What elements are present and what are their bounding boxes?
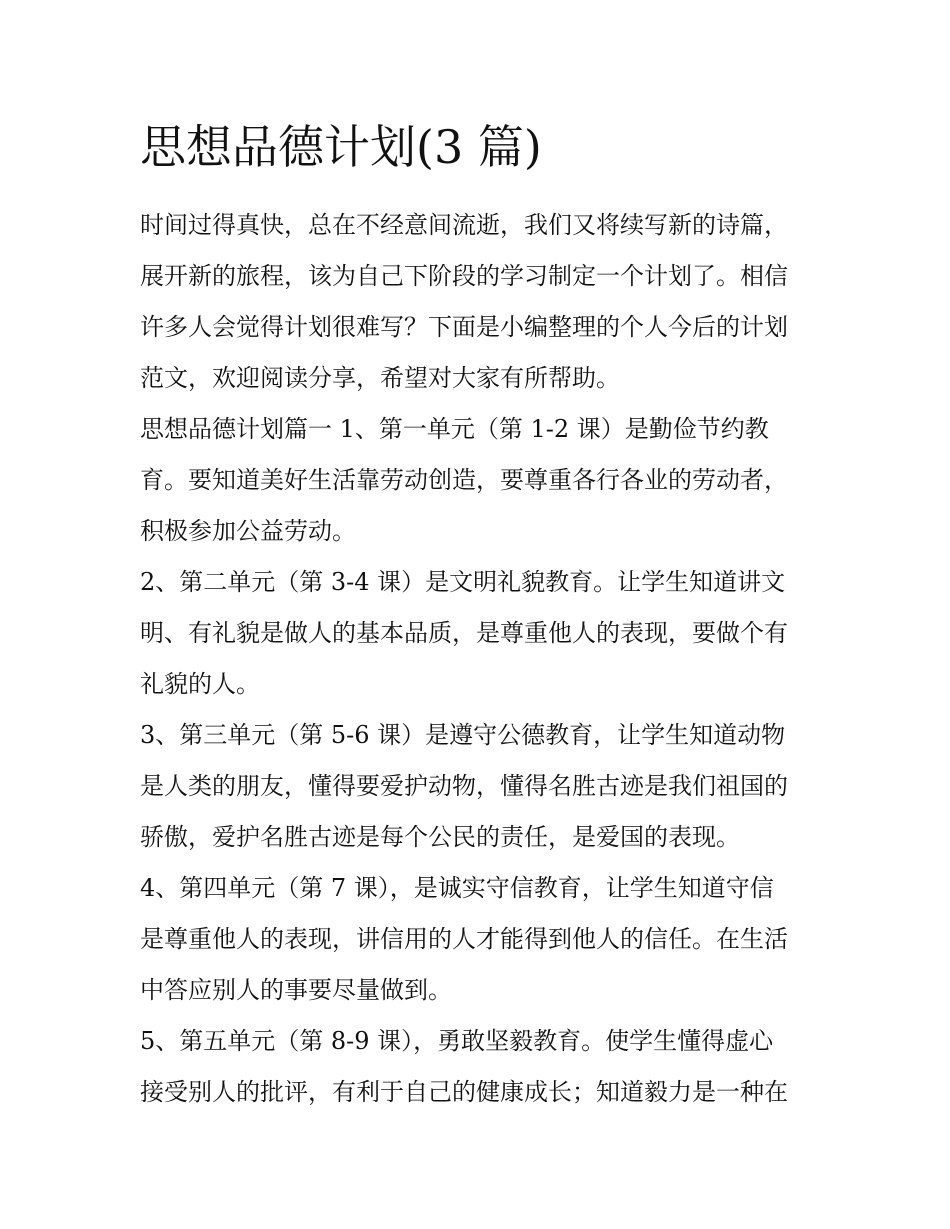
text-line: 5、第五单元（第 8-9 课），勇敢坚毅教育。使学生懂得虚心 — [140, 1027, 774, 1055]
text-line: 是尊重他人的表现，讲信用的人才能得到他人的信任。在生活 — [140, 925, 788, 953]
unit-3-paragraph — [140, 710, 820, 863]
text-line: 接受别人的批评，有利于自己的健康成长；知道毅力是一种在 — [140, 1078, 788, 1106]
unit-4-paragraph — [140, 863, 820, 1016]
intro-paragraph — [140, 200, 820, 404]
text-line: 2、第二单元（第 3-4 课）是文明礼貌教育。让学生知道讲文 — [140, 568, 786, 596]
text-line: 思想品德计划篇一 1、第一单元（第 1-2 课）是勤俭节约教 — [140, 415, 769, 443]
text-line: 4、第四单元（第 7 课），是诚实守信教育，让学生知道守信 — [140, 874, 774, 902]
text-line: 明、有礼貌是做人的基本品质，是尊重他人的表现，要做个有 — [140, 619, 788, 647]
document-title: 思想品德计划(3 篇) — [140, 120, 542, 174]
text-line: 范文，欢迎阅读分享，希望对大家有所帮助。 — [140, 364, 620, 392]
text-line: 育。要知道美好生活靠劳动创造，要尊重各行各业的劳动者， — [140, 466, 788, 494]
unit-5-paragraph — [140, 1016, 820, 1118]
text-line: 中答应别人的事要尽量做到。 — [140, 976, 452, 1004]
text-line: 骄傲，爱护名胜古迹是每个公民的责任，是爱国的表现。 — [140, 823, 740, 851]
text-line: 礼貌的人。 — [140, 670, 260, 698]
document-body — [140, 200, 820, 1118]
text-line: 时间过得真快，总在不经意间流逝，我们又将续写新的诗篇， — [140, 211, 788, 239]
text-line: 许多人会觉得计划很难写？下面是小编整理的个人今后的计划 — [140, 313, 788, 341]
unit-2-paragraph — [140, 557, 820, 710]
document-page — [140, 112, 820, 1118]
text-line: 积极参加公益劳动。 — [140, 517, 356, 545]
text-line: 展开新的旅程，该为自己下阶段的学习制定一个计划了。相信 — [140, 262, 788, 290]
text-line: 3、第三单元（第 5-6 课）是遵守公德教育，让学生知道动物 — [140, 721, 786, 749]
unit-1-paragraph — [140, 404, 820, 557]
text-line: 是人类的朋友，懂得要爱护动物，懂得名胜古迹是我们祖国的 — [140, 772, 788, 800]
